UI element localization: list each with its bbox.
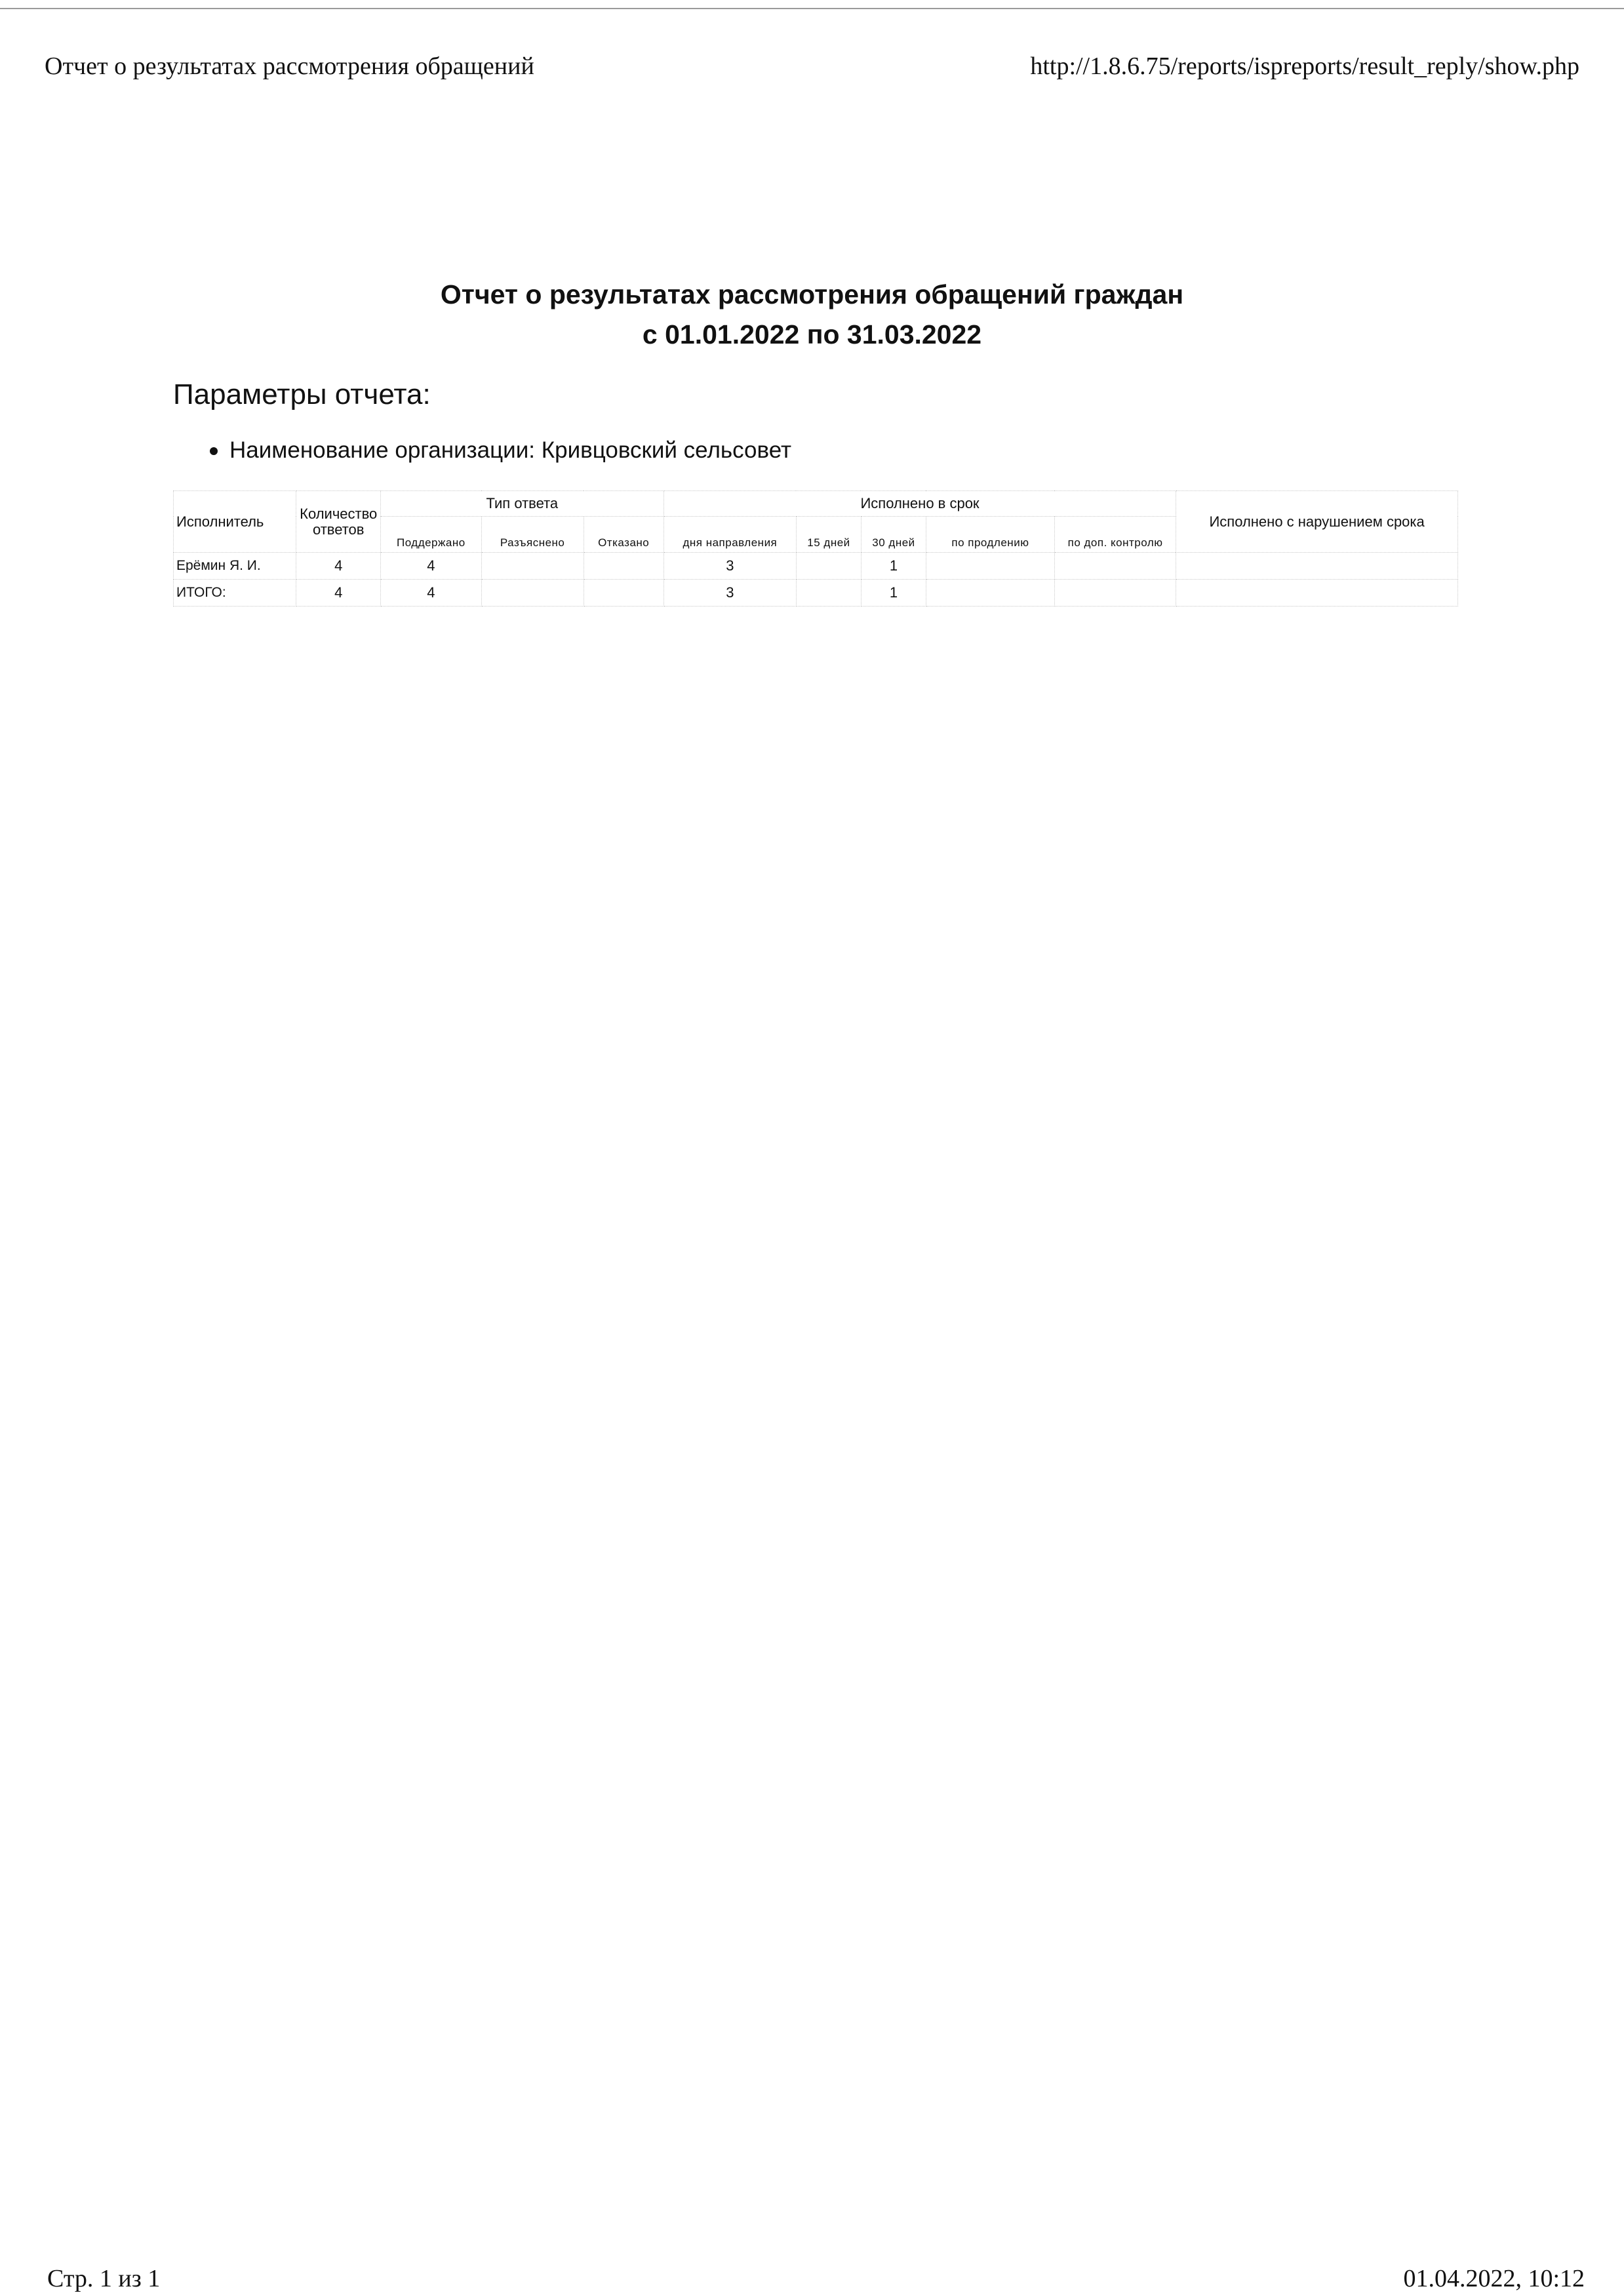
list-item [229,435,791,466]
cell-executor: ИТОГО: [174,580,296,607]
cell-additional-control [1054,553,1176,580]
col-executor-header: Исполнитель [174,491,296,553]
cell-executor: Ерёмин Я. И. [174,553,296,580]
cell-extension [926,580,1054,607]
cell-15-days [796,580,861,607]
col-violated-header: Исполнено с нарушением срока [1176,491,1458,553]
cell-refused [584,580,663,607]
col-direction-header: дня направления [663,517,796,553]
cell-explained [481,580,584,607]
print-footer-page-number: Стр. 1 из 1 [47,2265,161,2292]
col-additional-control-header: по доп. контролю [1054,517,1176,553]
cell-30-days: 1 [861,553,926,580]
cell-supported: 4 [380,553,481,580]
cell-direction: 3 [663,580,796,607]
param-organization: Наименование организации: Кривцовский сельсовет [229,437,792,463]
print-header-title: Отчет о результатах рассмотрения обращений [45,52,534,80]
params-heading: Параметры отчета: [173,378,431,410]
cell-explained [481,553,584,580]
report-table [173,490,1458,607]
report-title: Отчет о результатах рассмотрения обращений граждан [440,279,1184,309]
col-supported-header: Поддержано [380,517,481,553]
cell-violated [1176,580,1458,607]
cell-direction: 3 [663,553,796,580]
bullet-icon [210,447,218,455]
cell-answers-count: 4 [296,580,380,607]
col-explained-header: Разъяснено [481,517,584,553]
top-divider [0,8,1624,9]
col-answers-count-header: Количество ответов [296,491,380,553]
cell-30-days: 1 [861,580,926,607]
cell-violated [1176,553,1458,580]
cell-refused [584,553,663,580]
print-header-url: http://1.8.6.75/reports/ispreports/result_reply/show.php [1030,52,1579,80]
col-extension-header: по продлению [926,517,1054,553]
table-header-row-groups [174,491,1458,517]
cell-15-days [796,553,861,580]
table-row-total [174,580,1458,607]
print-footer-timestamp: 01.04.2022, 10:12 [1403,2265,1585,2292]
cell-extension [926,553,1054,580]
col-15-days-header: 15 дней [796,517,861,553]
col-answer-type-header: Тип ответа [380,491,663,517]
col-refused-header: Отказано [584,517,663,553]
col-30-days-header: 30 дней [861,517,926,553]
cell-answers-count: 4 [296,553,380,580]
cell-supported: 4 [380,580,481,607]
params-list [229,435,791,466]
table-row [174,553,1458,580]
col-on-time-header: Исполнено в срок [663,491,1176,517]
cell-additional-control [1054,580,1176,607]
report-period: с 01.01.2022 по 31.03.2022 [642,319,982,349]
